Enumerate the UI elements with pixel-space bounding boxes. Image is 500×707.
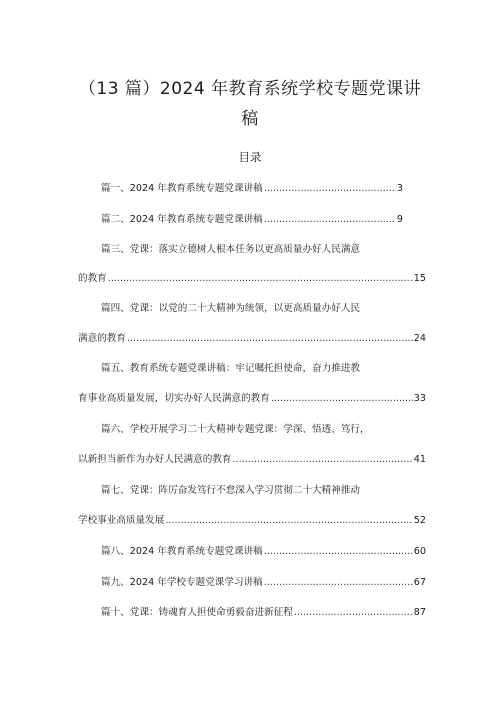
toc-entry-2[interactable]	[101, 211, 403, 225]
toc-entry-3-text-cont: 的教育	[78, 273, 107, 284]
toc-entry-5-text[interactable]: 篇五、教育系统专题党课讲稿：牢记嘱托担使命，奋力推进教	[101, 363, 361, 374]
toc-leader-dots	[264, 577, 413, 588]
toc-heading: 目录	[238, 150, 262, 164]
toc-leader-dots	[264, 546, 413, 557]
toc-entry-1[interactable]	[101, 180, 403, 194]
toc-entry-1-page: 3	[396, 183, 403, 194]
document-title-line-2: 稿	[241, 109, 259, 129]
toc-entry-4-text-cont: 满意的教育	[78, 333, 126, 344]
toc-leader-dots	[264, 214, 396, 225]
toc-leader-dots	[108, 273, 413, 284]
toc-leader-dots	[271, 393, 413, 404]
toc-entry-10-page: 87	[413, 607, 426, 618]
toc-entry-10-text: 篇十、党课：铸魂育人担使命勇毅奋进新征程	[101, 607, 293, 618]
toc-entry-3-text[interactable]: 篇三、党课：落实立德树人根本任务以更高质量办好人民满意	[101, 244, 361, 255]
toc-entry-7-text[interactable]: 篇七、党课：阵厉奋发笃行不怠深入学习贯彻二十大精神推动	[101, 485, 361, 496]
toc-entry-8[interactable]	[101, 543, 426, 557]
toc-entry-2-text: 篇二、2024 年教育系统专题党课讲稿	[101, 214, 263, 225]
toc-entry-6-text[interactable]: 篇六、学校开展学习二十大精神专题党课：学深、悟透、笃行，	[101, 424, 370, 435]
toc-leader-dots	[127, 333, 413, 344]
toc-entry-5[interactable]	[78, 390, 426, 404]
toc-entry-2-page: 9	[396, 214, 403, 225]
toc-entry-8-page: 60	[413, 546, 426, 557]
toc-entry-4-page: 24	[413, 333, 426, 344]
toc-entry-4[interactable]	[78, 330, 426, 344]
document-title-line-1: （13 篇）2024 年教育系统学校专题党课讲	[78, 79, 422, 99]
toc-leader-dots	[233, 454, 413, 465]
toc-entry-9-text: 篇九、2024 年学校专题党课学习讲稿	[101, 577, 263, 588]
toc-entry-5-text-cont: 育事业高质量发展，切实办好人民满意的教育	[78, 393, 270, 404]
toc-entry-7-text-cont: 学校事业高质量发展	[78, 515, 165, 526]
toc-entry-5-page: 33	[413, 393, 426, 404]
toc-entry-7-page: 52	[413, 515, 426, 526]
toc-entry-3[interactable]	[78, 270, 426, 284]
toc-leader-dots	[165, 515, 412, 526]
toc-entry-9-page: 67	[413, 577, 426, 588]
toc-leader-dots	[294, 607, 413, 618]
toc-entry-6-page: 41	[413, 454, 426, 465]
toc-entry-9[interactable]	[101, 574, 426, 588]
toc-entry-6[interactable]	[78, 451, 426, 465]
toc-entry-10[interactable]	[101, 604, 426, 618]
toc-entry-4-text[interactable]: 篇四、党课：以党的二十大精神为统领，以更高质量办好人民	[101, 303, 361, 314]
toc-leader-dots	[264, 183, 396, 194]
toc-entry-3-page: 15	[413, 273, 426, 284]
toc-entry-1-text: 篇一、2024 年教育系统专题党课讲稿	[101, 183, 263, 194]
toc-entry-7[interactable]	[78, 512, 426, 526]
toc-entry-8-text: 篇八、2024 年教育系统专题党课讲稿	[101, 546, 263, 557]
toc-entry-6-text-cont: 以新担当新作为办好人民满意的教育	[78, 454, 232, 465]
